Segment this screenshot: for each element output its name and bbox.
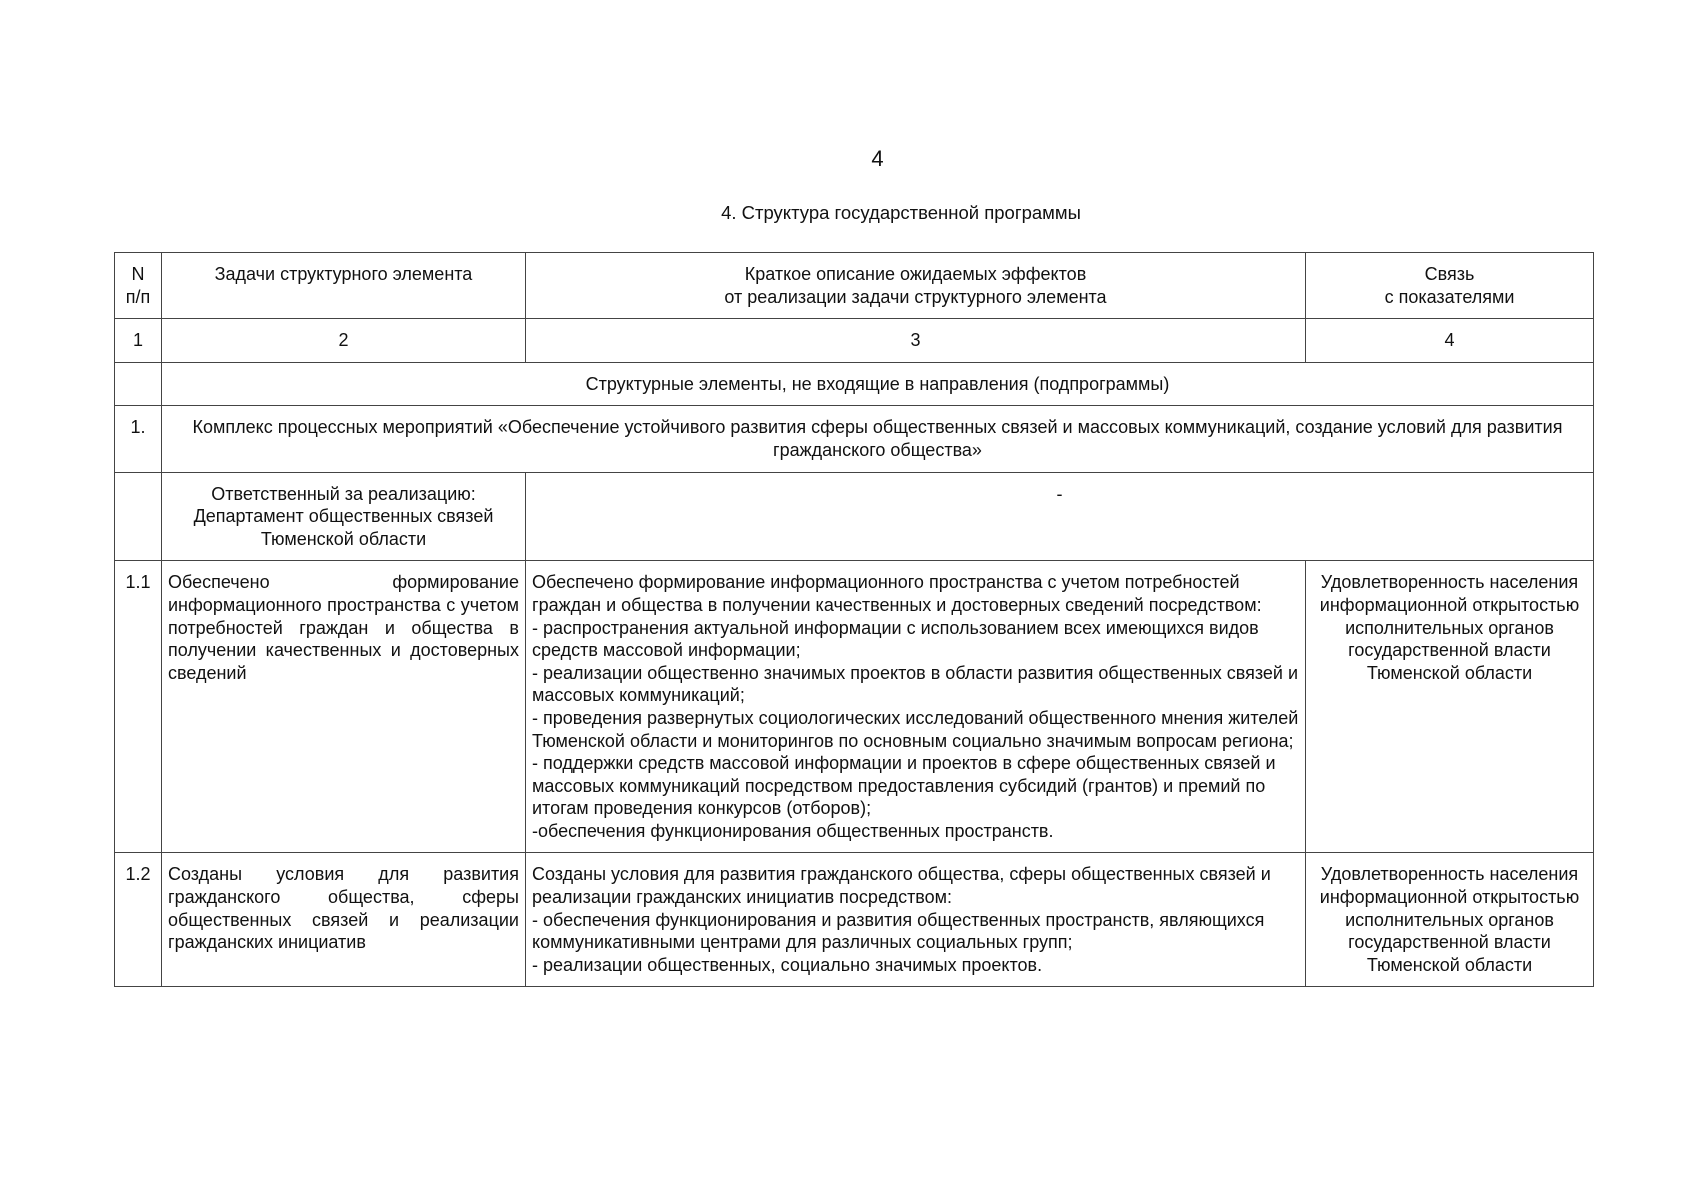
- row-number: 1.1: [115, 561, 162, 853]
- row-number: 1.2: [115, 853, 162, 987]
- column-index: 4: [1306, 319, 1594, 363]
- row-task: Созданы условия для развития гражданского общества, сферы общественных связей и реализации гражданских инициатив: [162, 853, 526, 987]
- complex-number: 1.: [115, 406, 162, 472]
- page-number: 4: [871, 146, 884, 171]
- row-indicator: Удовлетворенность населения информационной открытостью исполнительных органов государственной власти Тюменской области: [1306, 561, 1594, 853]
- column-index: 2: [162, 319, 526, 363]
- responsible-number: [115, 472, 162, 561]
- responsible-row: [115, 472, 1594, 561]
- table-row: [115, 561, 1594, 853]
- program-structure-table: [114, 252, 1594, 987]
- header-tasks: Задачи структурного элемента: [162, 253, 526, 319]
- group-row-label: Структурные элементы, не входящие в направления (подпрограммы): [162, 362, 1594, 406]
- column-index-row: [115, 319, 1594, 363]
- table-row: [115, 853, 1594, 987]
- row-indicator: Удовлетворенность населения информационной открытостью исполнительных органов государственной власти Тюменской области: [1306, 853, 1594, 987]
- header-effects: Краткое описание ожидаемых эффектов от реализации задачи структурного элемента: [526, 253, 1306, 319]
- table-header-row: [115, 253, 1594, 319]
- group-row: [115, 362, 1594, 406]
- row-effects: Обеспечено формирование информационного пространства с учетом потребностей граждан и общества в получении качественных и достоверных сведений посредством: - распространения актуальной информации с использованием всех имеющихся видов средств массовой информации; - реализации общественно значимых проектов в области развития общественных связей и массовых коммуникаций; - проведения развернутых социологических исследований общественного мнения жителей Тюменской области и мониторингов по основным социально значимым вопросам региона; - поддержки средств массовой информации и проектов в сфере общественных связей и массовых коммуникаций посредством предоставления субсидий (грантов) и премий по итогам проведения конкурсов (отборов); -обеспечения функционирования общественных пространств.: [526, 561, 1306, 853]
- responsible-label: Ответственный за реализацию: Департамент общественных связей Тюменской области: [162, 472, 526, 561]
- section-title: 4. Структура государственной программы: [721, 202, 1081, 223]
- responsible-value: -: [526, 472, 1594, 561]
- group-row-number: [115, 362, 162, 406]
- row-effects: Созданы условия для развития гражданского общества, сферы общественных связей и реализации гражданских инициатив посредством: - обеспечения функционирования и развития общественных пространств, являющихся коммуникативными центрами для различных социальных групп; - реализации общественных, социально значимых проектов.: [526, 853, 1306, 987]
- header-indicators: Связь с показателями: [1306, 253, 1594, 319]
- complex-row: [115, 406, 1594, 472]
- header-number: N п/п: [115, 253, 162, 319]
- column-index: 3: [526, 319, 1306, 363]
- complex-title: Комплекс процессных мероприятий «Обеспечение устойчивого развития сферы общественных связей и массовых коммуникаций, создание условий для развития гражданского общества»: [162, 406, 1594, 472]
- column-index: 1: [115, 319, 162, 363]
- row-task: Обеспечено формирование информационного пространства с учетом потребностей граждан и общества в получении качественных и достоверных сведений: [162, 561, 526, 853]
